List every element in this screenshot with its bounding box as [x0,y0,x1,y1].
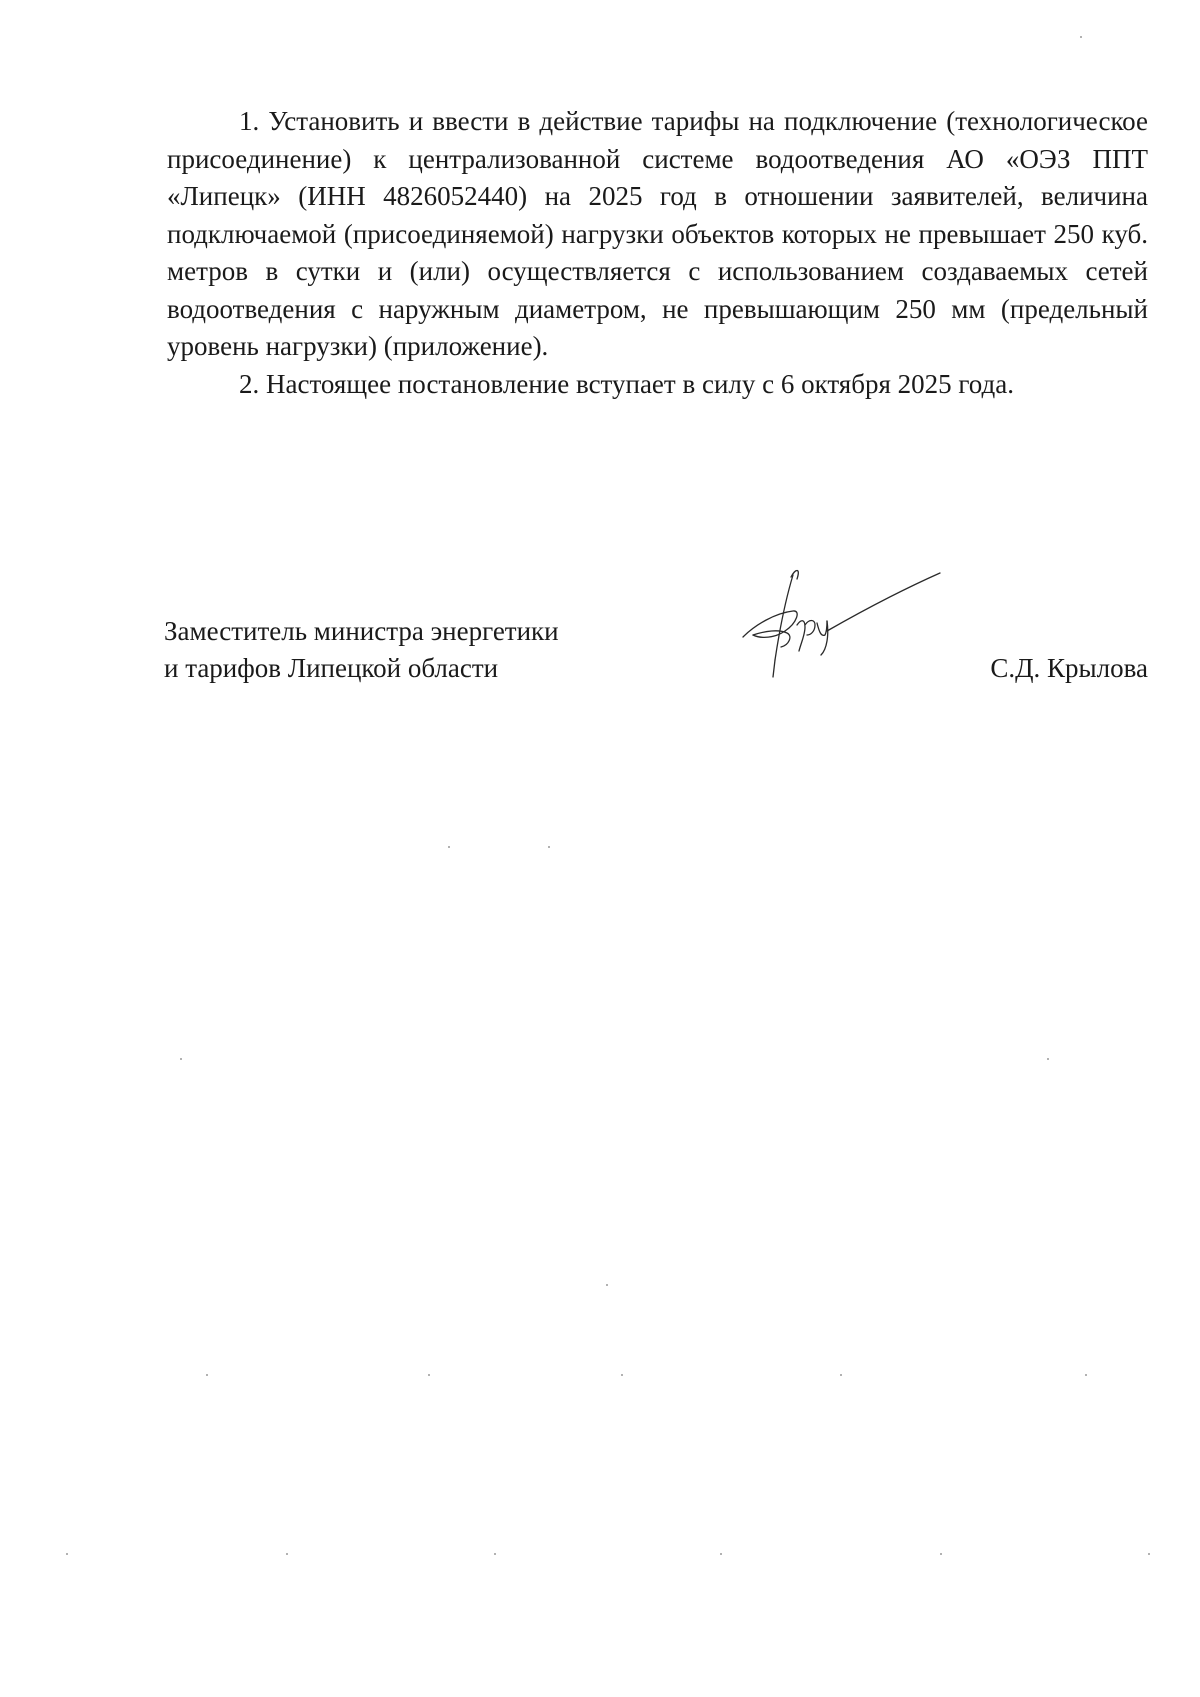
scan-speck [1080,36,1082,38]
scan-speck [1148,1553,1150,1555]
scan-speck [548,846,550,848]
signatory-title-line-2: и тарифов Липецкой области [164,653,499,683]
signatory-name: С.Д. Крылова [990,653,1148,683]
signatory-title-line-1: Заместитель министра энергетики [164,616,559,646]
scan-speck [1085,1374,1087,1376]
paragraph-2: 2. Настоящее постановление вступает в силу с 6 октября 2025 года. [239,368,1014,399]
scan-speck [448,846,450,848]
scan-speck [180,1058,182,1060]
scan-speck [606,1284,608,1286]
scan-speck [621,1374,623,1376]
scan-speck [286,1553,288,1555]
scan-speck [940,1553,942,1555]
scan-speck [428,1374,430,1376]
scan-speck [494,1553,496,1555]
scan-speck [206,1374,208,1376]
scan-speck [1047,1058,1049,1060]
scan-speck [840,1374,842,1376]
scan-speck [66,1553,68,1555]
scan-speck [720,1553,722,1555]
signatory-title [164,613,559,687]
document-body [167,103,1148,403]
handwritten-signature-icon [735,565,945,685]
paragraph-1: 1. Установить и ввести в действие тарифы на подключение (технологическое присоединение) к централизованной системе водоотведения АО «ОЭЗ ППТ «Липецк» (ИНН 4826052440) на 2025 год в отношении заявителей, величина подключаемой (присоединяемой) нагрузки объектов которых не превышает 250 куб. метров в сутки и (или) осуществляется с использованием создаваемых сетей водоотведения с наружным диаметром, не превышающим 250 мм (предельный уровень нагрузки) (приложение). [167,106,1148,361]
